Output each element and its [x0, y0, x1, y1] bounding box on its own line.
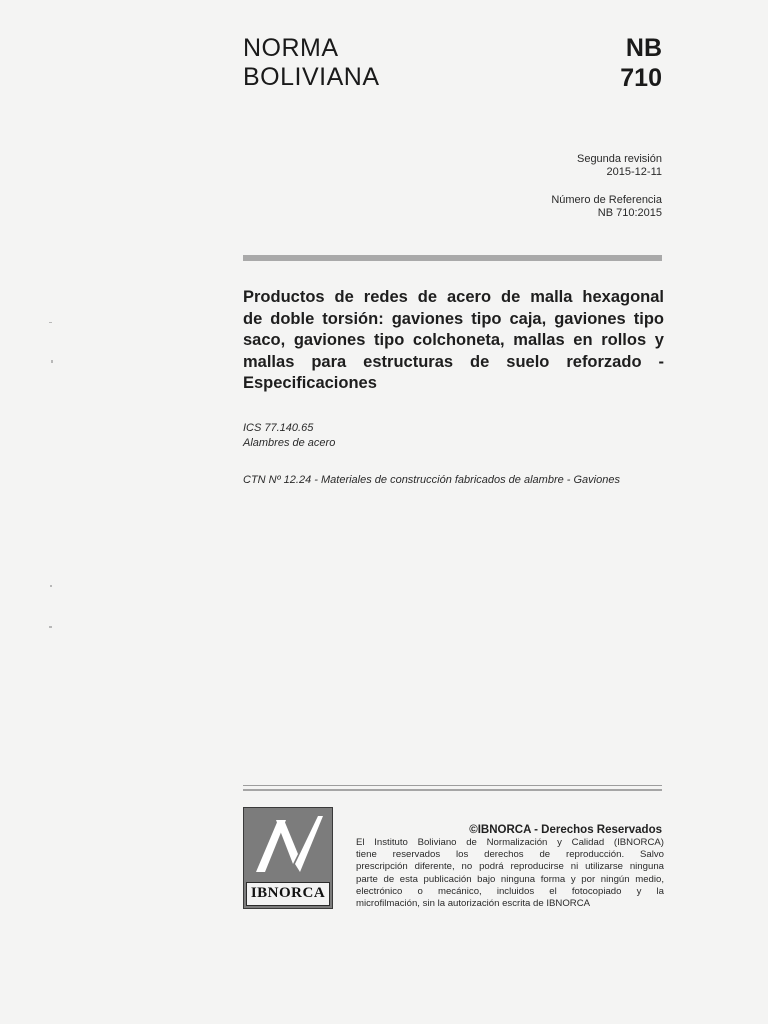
ics-block [243, 421, 335, 451]
title-line: mallas para estructuras de suelo reforzado - [243, 352, 664, 371]
document-title [243, 287, 664, 395]
rights-line: prescripción diferente, no podrá reproducirse ni utilizarse ninguna [356, 861, 664, 873]
rights-line: electrónico o mecánico, incluidos el fotocopiado y la [356, 885, 664, 897]
nb-label: NB [625, 34, 662, 62]
rights-line: tiene reservados los derechos de reproducción. Salvo [356, 849, 664, 861]
scan-speck [50, 585, 52, 587]
scan-speck [49, 322, 52, 323]
ibnorca-mark-icon [252, 814, 324, 876]
scan-speck [49, 626, 52, 628]
top-divider [243, 255, 662, 261]
ics-description: Alambres de acero [243, 437, 336, 449]
ibnorca-logo-text: IBNORCA [246, 882, 330, 906]
title-line: Productos de redes de acero de malla hexagonal [243, 288, 664, 306]
title-line: saco, gaviones tipo colchoneta, mallas en rollos y [243, 331, 664, 349]
reference-block [551, 194, 662, 220]
nb-number: 710 [620, 64, 662, 92]
norma-boliviana-heading [243, 34, 380, 92]
reference-code: NB 710:2015 [597, 207, 662, 219]
revision-date: 2015-12-11 [606, 166, 662, 178]
bottom-divider-line-2 [243, 789, 662, 791]
rights-title: ©IBNORCA - Derechos Reservados [469, 824, 662, 836]
rights-line: El Instituto Boliviano de Normalización y Calidad (IBNORCA) [356, 837, 664, 848]
title-line: de doble torsión: gaviones tipo caja, gaviones tipo [243, 309, 664, 328]
boliviana-line: BOLIVIANA [243, 63, 380, 91]
ctn-line: CTN Nº 12.24 - Materiales de construcción fabricados de alambre - Gaviones [243, 474, 620, 486]
reference-label: Número de Referencia [551, 194, 662, 206]
revision-block [577, 153, 662, 179]
norma-line: NORMA [243, 34, 339, 62]
rights-line: microfilmación, sin la autorización escrita de IBNORCA [356, 898, 591, 910]
ibnorca-logo [243, 807, 333, 909]
revision-label: Segunda revisión [576, 153, 662, 165]
rights-line: parte de esta publicación bajo ninguna forma y por ningún medio, [356, 873, 664, 885]
standard-number [620, 33, 662, 93]
rights-notice [356, 837, 664, 910]
ics-code: ICS 77.140.65 [243, 422, 314, 434]
bottom-divider-line-1 [243, 785, 662, 786]
title-line: Especificaciones [243, 374, 377, 392]
scan-speck [51, 360, 53, 363]
